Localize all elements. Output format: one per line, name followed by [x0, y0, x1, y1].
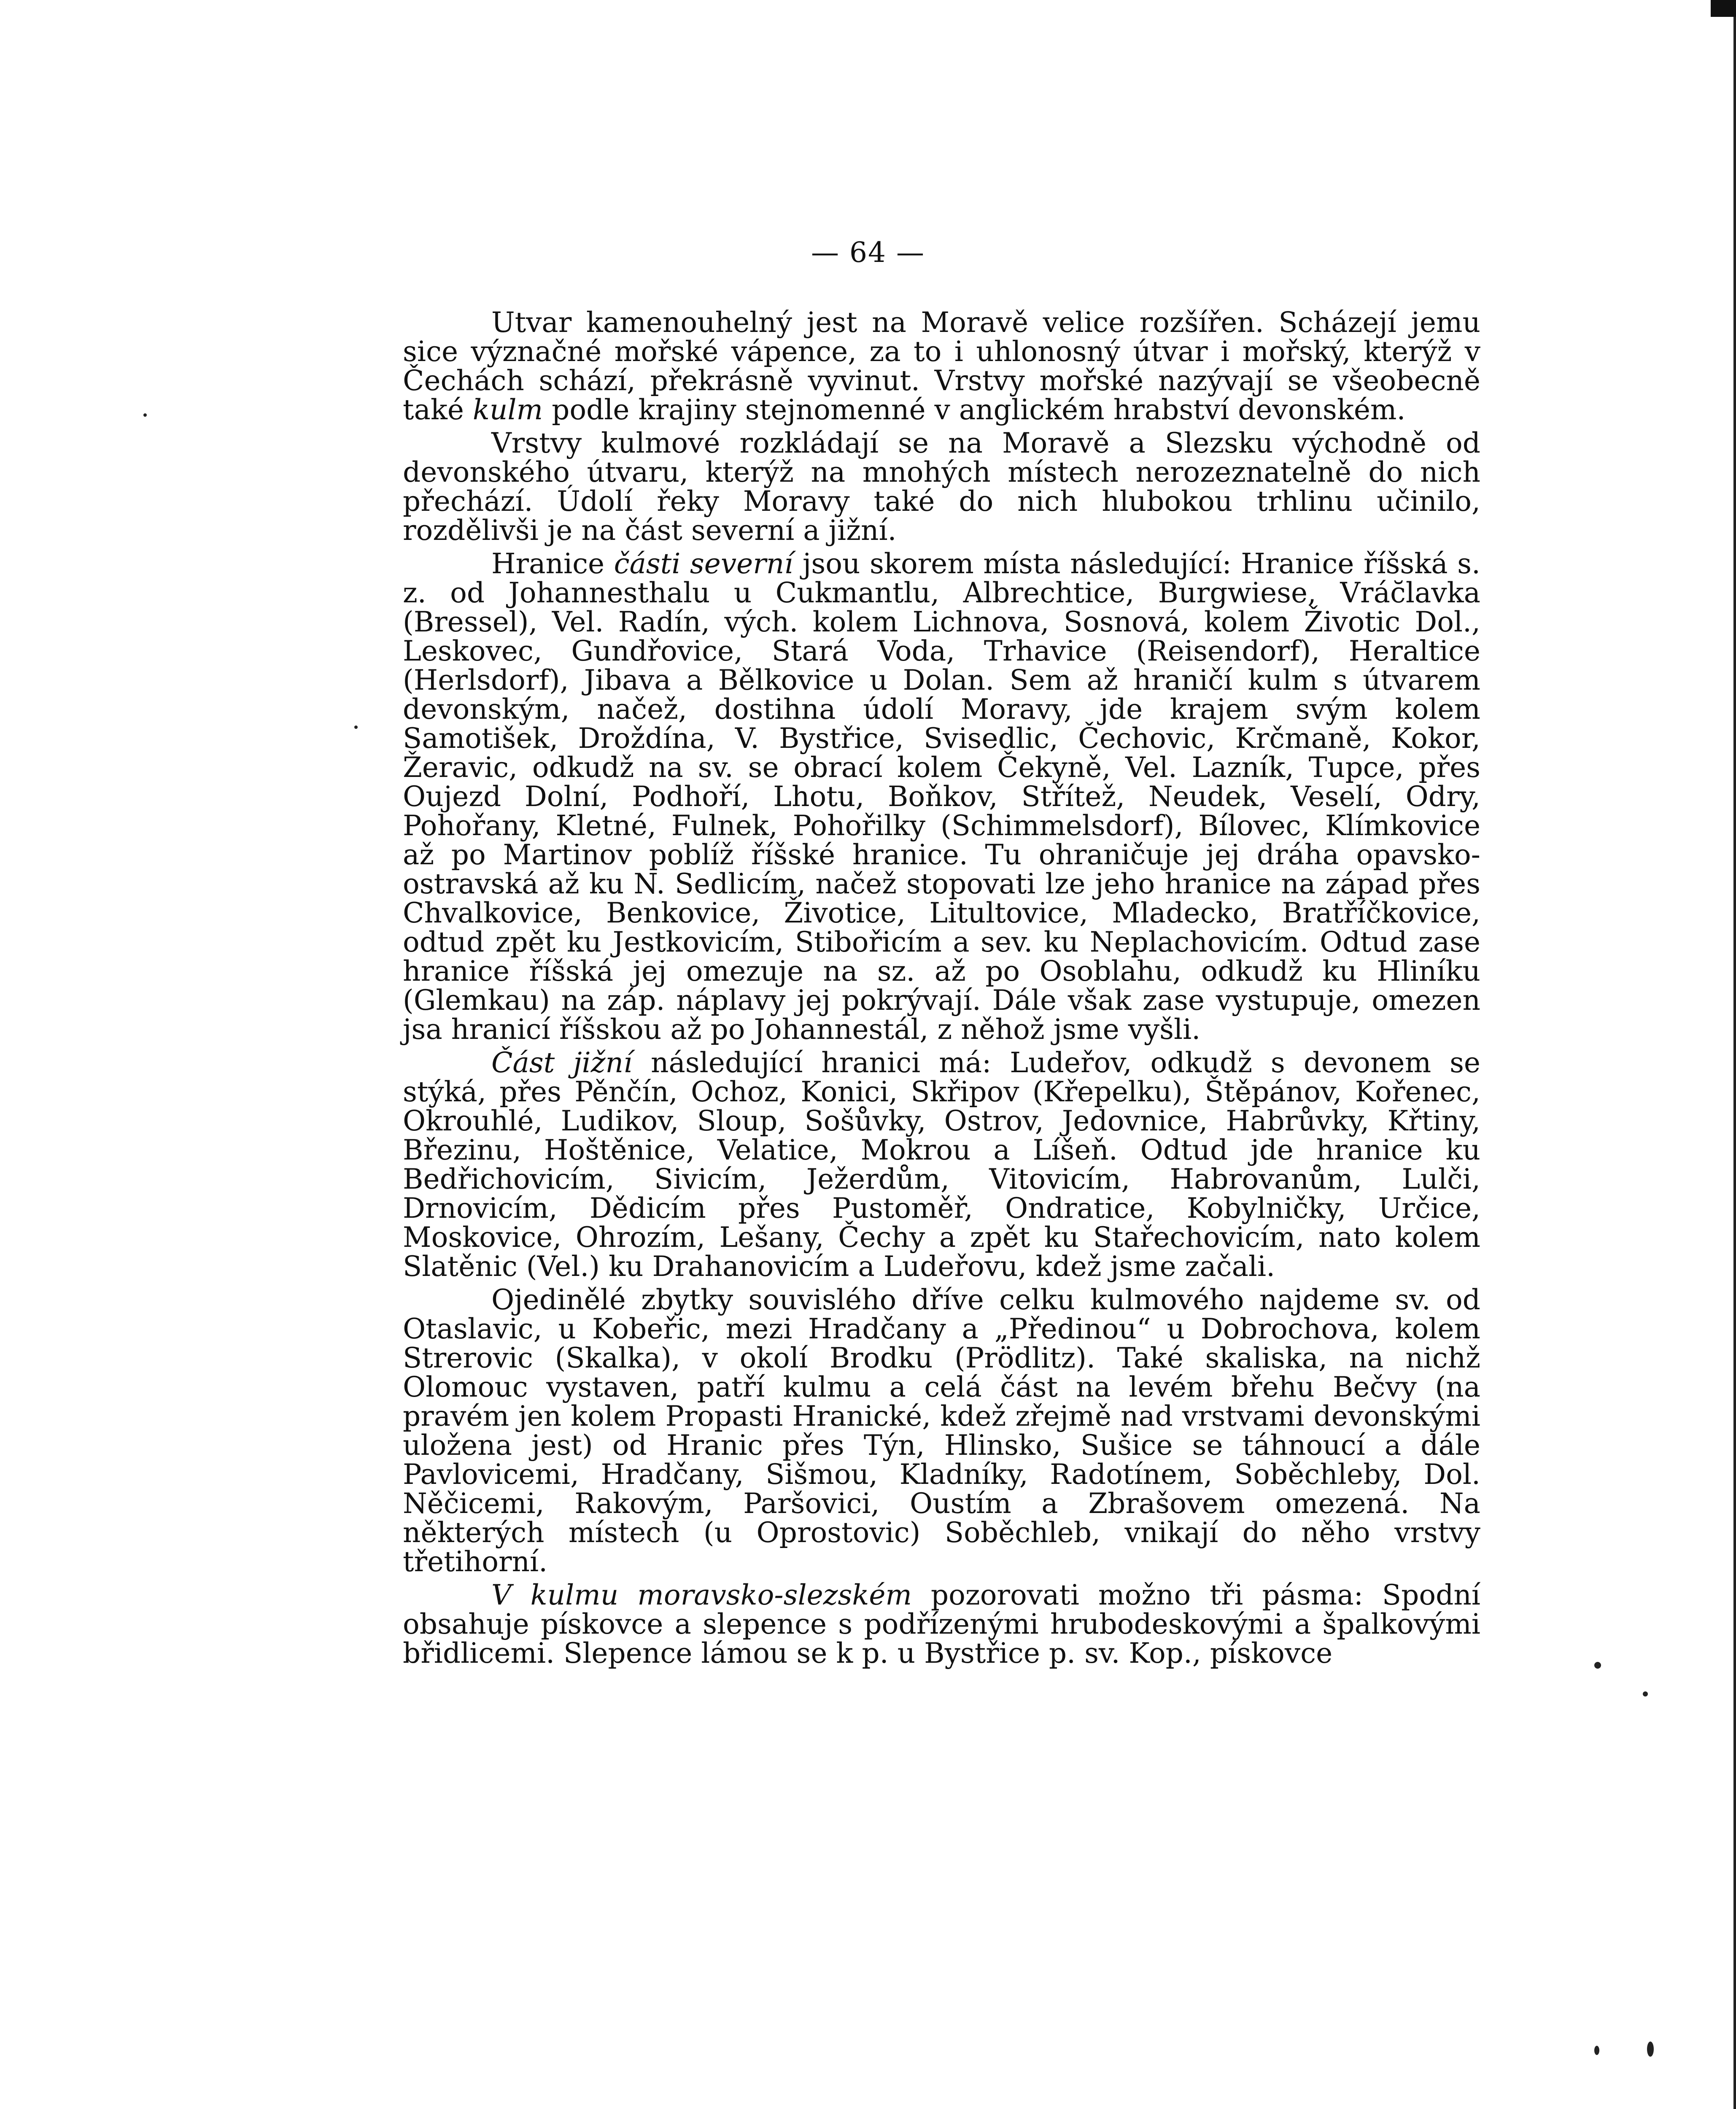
scan-speck [1594, 1662, 1601, 1669]
paragraph-3 [403, 549, 1480, 1044]
paragraph-text: Hranice [491, 547, 614, 580]
paragraph-text: Vrstvy kulmové rozkládají se na Moravě a Slezsku východně od devonského útvaru, kterýž na mnohých místech nerozeznatelně do nich přechází. Údolí řeky Moravy také do nich hlubokou trhlinu učinilo, rozdělivši je na část severní a jižní. [403, 427, 1480, 547]
paragraph-1 [403, 308, 1480, 424]
paragraph-4 [403, 1048, 1480, 1281]
italic-term: kulm [472, 394, 543, 426]
paragraph-text: následující hranici má: Ludeřov, odkudž s devonem se stýká, přes Pěnčín, Ochoz, Konici, Skřipov (Křepelku), Štěpánov, Kořenec, Okrouhlé, Ludikov, Sloup, Sošůvky, Ostrov, Jedovnice, Habrůvky, Křtiny, Březinu, Hoštěnice, Velatice, Mokrou a Líšeň. Odtud jde hranice ku Bedřichovicím, Sivicím, Ježerdům, Vitovicím, Habrovanům, Lulči, Drnovicím, Dědicím přes Pustoměř, Ondratice, Kobylničky, Určice, Moskovice, Ohrozím, Lešany, Čechy a zpět ku Stařechovicím, nato kolem Slatěnic (Vel.) ku Drahanovicím a Ludeřovu, kdež jsme začali. [403, 1046, 1480, 1283]
paragraph-text: Ojedinělé zbytky souvislého dříve celku kulmového najdeme sv. od Otaslavic, u Kobeřic, mezi Hradčany a „Předinou“ u Dobrochova, kolem Strerovic (Skalka), v okolí Brodku (Prödlitz). Také skaliska, na nichž Olomouc vystaven, patří kulmu a celá část na levém břehu Bečvy (na pravém jen kolem Propasti Hranické, kdež zřejmě nad vrstvami devonskými uložena jest) od Hranic přes Týn, Hlinsko, Sušice se táhnoucí a dále Pavlovicemi, Hradčany, Sišmou, Kladníky, Radotínem, Soběchleby, Dol. Něčicemi, Rakovým, Paršovici, Oustím a Zbrašovem omezená. Na některých místech (u Oprostovic) Soběchleb, vnikají do něho vrstvy třetihorní. [403, 1284, 1480, 1578]
paragraph-2 [403, 429, 1480, 545]
scan-speck [1647, 2042, 1654, 2057]
italic-term: části severní [614, 547, 793, 580]
paragraph-text: jsou skorem místa následující: Hranice říšská s. z. od Johannesthalu u Cukmantlu, Albrechtice, Burgwiese, Vrác̆lavka (Bressel), Vel. Radín, vých. kolem Lichnova, Sosnová, kolem Životic Dol., Leskovec, Gundřovice, Stará Voda, Trhavice (Reisendorf), Heraltice (Herlsdorf), Jibava a Bělkovice u Dolan. Sem až hraničí kulm s útvarem devonským, načež, dostihna údolí Moravy, jde krajem svým kolem Samotišek, Droždína, V. Bystřice, Svisedlic, Čechovic, Krčmaně, Kokor, Žeravic, odkudž na sv. se obrací kolem Čekyně, Vel. Lazník, Tupce, přes Oujezd Dolní, Podhoří, Lhotu, Boňkov, Střítež, Neudek, Veselí, Odry, Pohořany, Kletné, Fulnek, Pohořilky (Schimmelsdorf), Bílovec, Klímkovice až po Martinov poblíž říšské hranice. Tu ohraničuje jej dráha opavsko-ostravská až ku N. Sedlicím, načež stopovati lze jeho hranice na západ přes Chvalkovice, Benkovice, Životice, Litultovice, Mladecko, Bratříčkovice, odtud zpět ku Jestkovicím, Stibořicím a sev. ku Neplachovicím. Odtud zase hranice říšská jej omezuje na sz. až po Osoblahu, odkudž ku Hliníku (Glemkau) na záp. náplavy jej pokrývají. Dále však zase vystupuje, omezen jsa hranicí říšskou až po Johannestál, z něhož jsme vyšli. [403, 547, 1481, 1046]
paragraph-text: Utvar kamenouhelný jest na Moravě velice rozšířen. Scházejí jemu sice význačné mořské vápence, za to i uhlonosný útvar i mořský, kterýž v Čechách schází, překrásně vyvinut. Vrstvy mořské nazývají se všeobecně také [403, 306, 1480, 426]
body-text [403, 308, 1480, 1672]
page-edge [1733, 0, 1736, 2109]
scan-speck [1643, 1691, 1648, 1696]
italic-term: V kulmu moravsko-slezském [491, 1579, 912, 1611]
page-number: — 64 — [811, 236, 925, 269]
scan-speck [1594, 2046, 1599, 2055]
italic-term: Část jižní [491, 1046, 633, 1079]
scan-speck [354, 725, 358, 729]
paragraph-text: podle krajiny stejnomenné v anglickém hrabství devonském. [543, 394, 1406, 426]
paragraph-text: pozorovati možno tři pásma: Spodní obsahuje pískovce a slepence s podřízenými hrubodeskovými a špalkovými břidlicemi. Slepence lámou se k p. u Bystřice p. sv. Kop., pískovce [403, 1579, 1480, 1669]
scan-speck [143, 413, 147, 417]
page-edge-corner [1711, 0, 1736, 17]
paragraph-5 [403, 1285, 1480, 1576]
paragraph-6 [403, 1580, 1480, 1668]
